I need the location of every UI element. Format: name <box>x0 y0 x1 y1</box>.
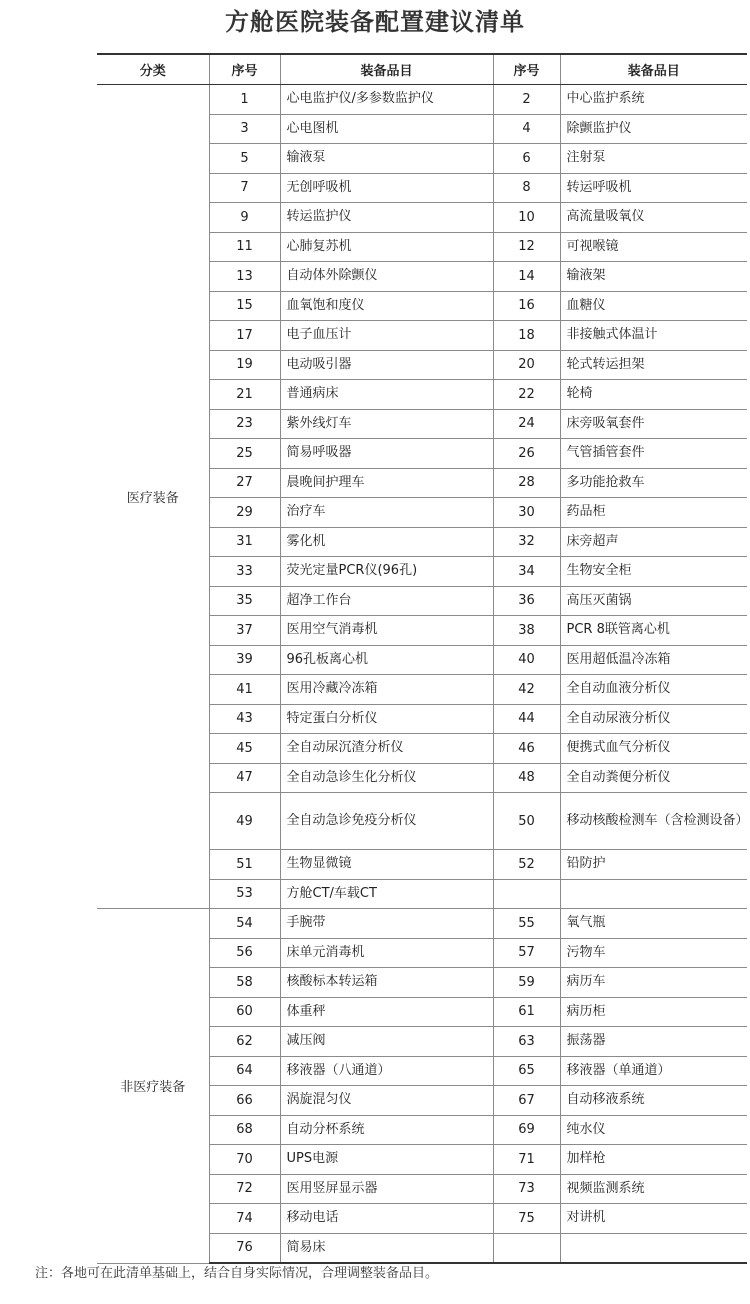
item-name: 血糖仪 <box>560 291 747 321</box>
item-name: 自动分杯系统 <box>280 1115 493 1145</box>
item-number: 22 <box>493 380 560 410</box>
item-name: 除颤监护仪 <box>560 114 747 144</box>
item-number: 29 <box>209 498 280 528</box>
item-name: 全自动尿沉渣分析仪 <box>280 734 493 764</box>
item-number: 52 <box>493 850 560 880</box>
item-name: 无创呼吸机 <box>280 173 493 203</box>
item-name: 自动体外除颤仪 <box>280 262 493 292</box>
header-num-left: 序号 <box>209 54 280 85</box>
item-number: 16 <box>493 291 560 321</box>
item-name: 简易床 <box>280 1233 493 1263</box>
item-name: 核酸标本转运箱 <box>280 968 493 998</box>
item-name: 振荡器 <box>560 1027 747 1057</box>
item-name: 荧光定量PCR仪(96孔) <box>280 557 493 587</box>
item-name: 心电图机 <box>280 114 493 144</box>
item-number: 73 <box>493 1174 560 1204</box>
item-number: 38 <box>493 616 560 646</box>
item-name: 医用冷藏冷冻箱 <box>280 675 493 705</box>
item-name: 治疗车 <box>280 498 493 528</box>
item-number: 23 <box>209 409 280 439</box>
item-name: 减压阀 <box>280 1027 493 1057</box>
item-name: 血氧饱和度仪 <box>280 291 493 321</box>
page-title: 方舱医院装备配置建议清单 <box>225 7 525 36</box>
item-name: 生物显微镜 <box>280 850 493 880</box>
item-number <box>493 879 560 909</box>
item-name: 铅防护 <box>560 850 747 880</box>
item-name: 床单元消毒机 <box>280 938 493 968</box>
item-number: 74 <box>209 1204 280 1234</box>
item-name: 电子血压计 <box>280 321 493 351</box>
item-name: 涡旋混匀仪 <box>280 1086 493 1116</box>
item-number: 35 <box>209 586 280 616</box>
item-number: 60 <box>209 997 280 1027</box>
item-number: 68 <box>209 1115 280 1145</box>
item-number: 5 <box>209 144 280 174</box>
item-name: 自动移液系统 <box>560 1086 747 1116</box>
item-number: 37 <box>209 616 280 646</box>
item-number: 41 <box>209 675 280 705</box>
item-name: 多功能抢救车 <box>560 468 747 498</box>
item-name: 全自动粪便分析仪 <box>560 763 747 793</box>
item-number: 64 <box>209 1056 280 1086</box>
item-number: 20 <box>493 350 560 380</box>
item-number: 69 <box>493 1115 560 1145</box>
item-name: 全自动急诊免疫分析仪 <box>280 793 493 850</box>
item-number: 50 <box>493 793 560 850</box>
table-body <box>97 85 747 1264</box>
item-number: 75 <box>493 1204 560 1234</box>
item-name: 输液架 <box>560 262 747 292</box>
item-name: 心电监护仪/多参数监护仪 <box>280 85 493 115</box>
item-number: 33 <box>209 557 280 587</box>
item-name: 医用超低温冷冻箱 <box>560 645 747 675</box>
header-item-left: 装备品目 <box>280 54 493 85</box>
item-number: 14 <box>493 262 560 292</box>
item-name: 医用空气消毒机 <box>280 616 493 646</box>
item-name: 晨晚间护理车 <box>280 468 493 498</box>
item-number: 13 <box>209 262 280 292</box>
item-number: 31 <box>209 527 280 557</box>
item-number: 15 <box>209 291 280 321</box>
item-number: 71 <box>493 1145 560 1175</box>
item-name: 可视喉镜 <box>560 232 747 262</box>
item-number: 28 <box>493 468 560 498</box>
item-name: 普通病床 <box>280 380 493 410</box>
item-number: 39 <box>209 645 280 675</box>
item-name: 医用竖屏显示器 <box>280 1174 493 1204</box>
item-name: 非接触式体温计 <box>560 321 747 351</box>
item-number: 11 <box>209 232 280 262</box>
item-number: 53 <box>209 879 280 909</box>
item-number: 70 <box>209 1145 280 1175</box>
item-name: 输液泵 <box>280 144 493 174</box>
item-number: 30 <box>493 498 560 528</box>
item-number: 4 <box>493 114 560 144</box>
item-number: 63 <box>493 1027 560 1057</box>
item-name: 对讲机 <box>560 1204 747 1234</box>
item-number: 51 <box>209 850 280 880</box>
item-name: 方舱CT/车载CT <box>280 879 493 909</box>
item-number: 10 <box>493 203 560 233</box>
item-name: 移液器（八通道） <box>280 1056 493 1086</box>
item-name: 轮式转运担架 <box>560 350 747 380</box>
item-number: 6 <box>493 144 560 174</box>
category-cell: 医疗装备 <box>97 85 209 909</box>
item-name: 移液器（单通道） <box>560 1056 747 1086</box>
item-name: 便携式血气分析仪 <box>560 734 747 764</box>
item-number: 56 <box>209 938 280 968</box>
item-number: 3 <box>209 114 280 144</box>
item-number: 49 <box>209 793 280 850</box>
item-number: 32 <box>493 527 560 557</box>
item-name: 病历车 <box>560 968 747 998</box>
item-number: 61 <box>493 997 560 1027</box>
item-name: 高流量吸氧仪 <box>560 203 747 233</box>
category-cell: 非医疗装备 <box>97 909 209 1264</box>
item-number: 9 <box>209 203 280 233</box>
item-number: 36 <box>493 586 560 616</box>
item-number: 26 <box>493 439 560 469</box>
item-number: 72 <box>209 1174 280 1204</box>
item-name <box>560 879 747 909</box>
item-number: 25 <box>209 439 280 469</box>
item-number: 54 <box>209 909 280 939</box>
item-number: 45 <box>209 734 280 764</box>
item-number: 67 <box>493 1086 560 1116</box>
item-name: 高压灭菌锅 <box>560 586 747 616</box>
item-number: 59 <box>493 968 560 998</box>
item-name: 全自动血液分析仪 <box>560 675 747 705</box>
item-number: 17 <box>209 321 280 351</box>
item-name: 手腕带 <box>280 909 493 939</box>
item-name: 病历柜 <box>560 997 747 1027</box>
item-number: 46 <box>493 734 560 764</box>
header-category: 分类 <box>97 54 209 85</box>
item-number: 21 <box>209 380 280 410</box>
item-name: 转运呼吸机 <box>560 173 747 203</box>
header-num-right: 序号 <box>493 54 560 85</box>
item-name: 轮椅 <box>560 380 747 410</box>
item-name: 电动吸引器 <box>280 350 493 380</box>
item-name: 床旁超声 <box>560 527 747 557</box>
item-name: 特定蛋白分析仪 <box>280 704 493 734</box>
item-name <box>560 1233 747 1263</box>
equipment-table <box>97 53 747 1264</box>
item-number: 55 <box>493 909 560 939</box>
item-name: 纯水仪 <box>560 1115 747 1145</box>
footnote: 注：各地可在此清单基础上，结合自身实际情况，合理调整装备品目。 <box>35 1266 439 1281</box>
header-item-right: 装备品目 <box>560 54 747 85</box>
item-number: 8 <box>493 173 560 203</box>
item-number <box>493 1233 560 1263</box>
item-name: 加样枪 <box>560 1145 747 1175</box>
item-name: 注射泵 <box>560 144 747 174</box>
item-name: 药品柜 <box>560 498 747 528</box>
item-number: 18 <box>493 321 560 351</box>
item-number: 48 <box>493 763 560 793</box>
item-name: 中心监护系统 <box>560 85 747 115</box>
item-name: 雾化机 <box>280 527 493 557</box>
item-number: 43 <box>209 704 280 734</box>
item-number: 12 <box>493 232 560 262</box>
item-name: 简易呼吸器 <box>280 439 493 469</box>
item-number: 66 <box>209 1086 280 1116</box>
item-number: 62 <box>209 1027 280 1057</box>
item-number: 34 <box>493 557 560 587</box>
item-name: 全自动急诊生化分析仪 <box>280 763 493 793</box>
item-number: 58 <box>209 968 280 998</box>
item-name: 体重秤 <box>280 997 493 1027</box>
table-header-row <box>97 54 747 85</box>
item-name: UPS电源 <box>280 1145 493 1175</box>
item-number: 44 <box>493 704 560 734</box>
item-number: 42 <box>493 675 560 705</box>
item-number: 24 <box>493 409 560 439</box>
item-number: 47 <box>209 763 280 793</box>
item-name: 超净工作台 <box>280 586 493 616</box>
item-number: 76 <box>209 1233 280 1263</box>
item-number: 65 <box>493 1056 560 1086</box>
item-name: 床旁吸氧套件 <box>560 409 747 439</box>
item-name: 移动电话 <box>280 1204 493 1234</box>
item-name: 心肺复苏机 <box>280 232 493 262</box>
item-name: 气管插管套件 <box>560 439 747 469</box>
item-name: 转运监护仪 <box>280 203 493 233</box>
item-name: 生物安全柜 <box>560 557 747 587</box>
item-number: 19 <box>209 350 280 380</box>
item-number: 2 <box>493 85 560 115</box>
item-name: 污物车 <box>560 938 747 968</box>
item-name: 视频监测系统 <box>560 1174 747 1204</box>
item-number: 1 <box>209 85 280 115</box>
item-name: 移动核酸检测车（含检测设备） <box>560 793 747 850</box>
item-name: PCR 8联管离心机 <box>560 616 747 646</box>
table-row <box>97 909 747 939</box>
item-number: 40 <box>493 645 560 675</box>
item-name: 全自动尿液分析仪 <box>560 704 747 734</box>
item-number: 57 <box>493 938 560 968</box>
item-number: 7 <box>209 173 280 203</box>
item-name: 氧气瓶 <box>560 909 747 939</box>
item-name: 紫外线灯车 <box>280 409 493 439</box>
item-name: 96孔板离心机 <box>280 645 493 675</box>
item-number: 27 <box>209 468 280 498</box>
table-row <box>97 85 747 115</box>
